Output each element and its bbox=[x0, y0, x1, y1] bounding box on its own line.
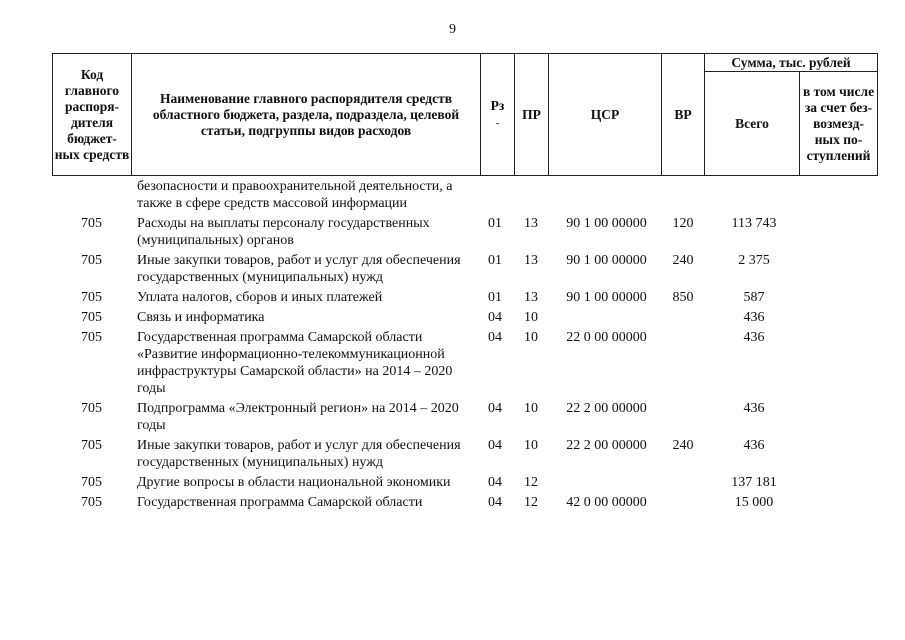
row-csr: 90 1 00 00000 bbox=[566, 253, 647, 268]
row-code: 705 bbox=[81, 290, 102, 305]
row-name: Иные закупки товаров, работ и услуг для обеспечения государственных (муниципальных) нужд bbox=[137, 253, 461, 285]
row-total: 436 bbox=[743, 438, 765, 453]
row-pr: 10 bbox=[524, 401, 538, 416]
header-rz-mark: - bbox=[495, 117, 500, 129]
header-pr: ПР bbox=[515, 54, 549, 176]
row-code: 705 bbox=[81, 253, 102, 268]
row-pr: 13 bbox=[524, 216, 538, 231]
header-rz-label: Рз bbox=[490, 97, 505, 113]
row-rz: 01 bbox=[488, 253, 502, 268]
row-csr: 22 0 00 00000 bbox=[566, 330, 647, 345]
row-rz: 04 bbox=[488, 475, 502, 490]
row-code: 705 bbox=[81, 401, 102, 416]
table-row bbox=[52, 494, 877, 511]
table-row bbox=[52, 215, 877, 249]
row-csr: 90 1 00 00000 bbox=[566, 216, 647, 231]
row-code: 705 bbox=[81, 475, 102, 490]
row-total: 113 743 bbox=[731, 216, 777, 231]
row-name: Иные закупки товаров, работ и услуг для обеспечения государственных (муниципальных) нужд bbox=[137, 438, 461, 470]
row-csr: 22 2 00 00000 bbox=[566, 438, 647, 453]
header-name: Наименование главного распорядителя средств областного бюджета, раздела, подраздела, целевой статьи, подгруппы видов расходов bbox=[132, 54, 481, 176]
row-pr: 10 bbox=[524, 330, 538, 345]
row-name: Расходы на выплаты персоналу государственных (муниципальных) органов bbox=[137, 216, 430, 248]
row-name: Государственная программа Самарской области «Развитие информационно-телекоммуникационной инфраструктуры Самарской области» на 2014 – 2020 годы bbox=[137, 330, 453, 396]
row-name: Уплата налогов, сборов и иных платежей bbox=[137, 290, 383, 305]
table-row bbox=[52, 178, 877, 212]
row-pr: 13 bbox=[524, 290, 538, 305]
row-total: 15 000 bbox=[734, 495, 774, 510]
header-incl: в том числе за счет без- возмезд- ных по- ступлений bbox=[800, 72, 878, 176]
row-code: 705 bbox=[81, 438, 102, 453]
table-body bbox=[52, 178, 877, 514]
header-rz bbox=[481, 54, 515, 176]
row-rz: 04 bbox=[488, 310, 502, 325]
row-vr: 120 bbox=[672, 216, 694, 231]
row-csr: 22 2 00 00000 bbox=[566, 401, 647, 416]
row-name: Другие вопросы в области национальной экономики bbox=[137, 475, 451, 490]
row-pr: 10 bbox=[524, 438, 538, 453]
table-header bbox=[52, 53, 878, 176]
table-row bbox=[52, 437, 877, 471]
header-csr: ЦСР bbox=[549, 54, 662, 176]
row-total: 436 bbox=[743, 401, 765, 416]
row-rz: 04 bbox=[488, 330, 502, 345]
row-pr: 10 bbox=[524, 310, 538, 325]
row-total: 2 375 bbox=[738, 253, 770, 268]
row-pr: 12 bbox=[524, 495, 538, 510]
row-total: 137 181 bbox=[731, 475, 777, 490]
row-total: 436 bbox=[743, 330, 765, 345]
row-total: 436 bbox=[743, 310, 765, 325]
row-rz: 01 bbox=[488, 216, 502, 231]
row-code: 705 bbox=[81, 310, 102, 325]
row-pr: 12 bbox=[524, 475, 538, 490]
row-rz: 04 bbox=[488, 495, 502, 510]
table-row bbox=[52, 289, 877, 306]
row-name: Подпрограмма «Электронный регион» на 2014 – 2020 годы bbox=[137, 401, 459, 433]
header-vr: ВР bbox=[662, 54, 705, 176]
header-total: Всего bbox=[705, 72, 800, 176]
table-row bbox=[52, 309, 877, 326]
row-rz: 04 bbox=[488, 438, 502, 453]
page-number: 9 bbox=[449, 22, 456, 37]
table-row bbox=[52, 474, 877, 491]
row-name: Связь и информатика bbox=[137, 310, 265, 325]
row-rz: 04 bbox=[488, 401, 502, 416]
table-row bbox=[52, 252, 877, 286]
row-vr: 850 bbox=[672, 290, 694, 305]
header-sum: Сумма, тыс. рублей bbox=[705, 54, 878, 72]
row-code: 705 bbox=[81, 330, 102, 345]
table-row bbox=[52, 400, 877, 434]
header-code: Код главного распоря- дителя бюджет- ных средств bbox=[53, 54, 132, 176]
row-vr: 240 bbox=[672, 253, 694, 268]
row-code: 705 bbox=[81, 495, 102, 510]
row-name: Государственная программа Самарской области bbox=[137, 495, 423, 510]
row-csr: 42 0 00 00000 bbox=[566, 495, 647, 510]
row-name: безопасности и правоохранительной деятельности, а также в сфере средств массовой информации bbox=[137, 179, 453, 211]
row-rz: 01 bbox=[488, 290, 502, 305]
row-csr: 90 1 00 00000 bbox=[566, 290, 647, 305]
row-code: 705 bbox=[81, 216, 102, 231]
row-vr: 240 bbox=[672, 438, 694, 453]
row-total: 587 bbox=[743, 290, 765, 305]
table-row bbox=[52, 329, 877, 397]
row-pr: 13 bbox=[524, 253, 538, 268]
